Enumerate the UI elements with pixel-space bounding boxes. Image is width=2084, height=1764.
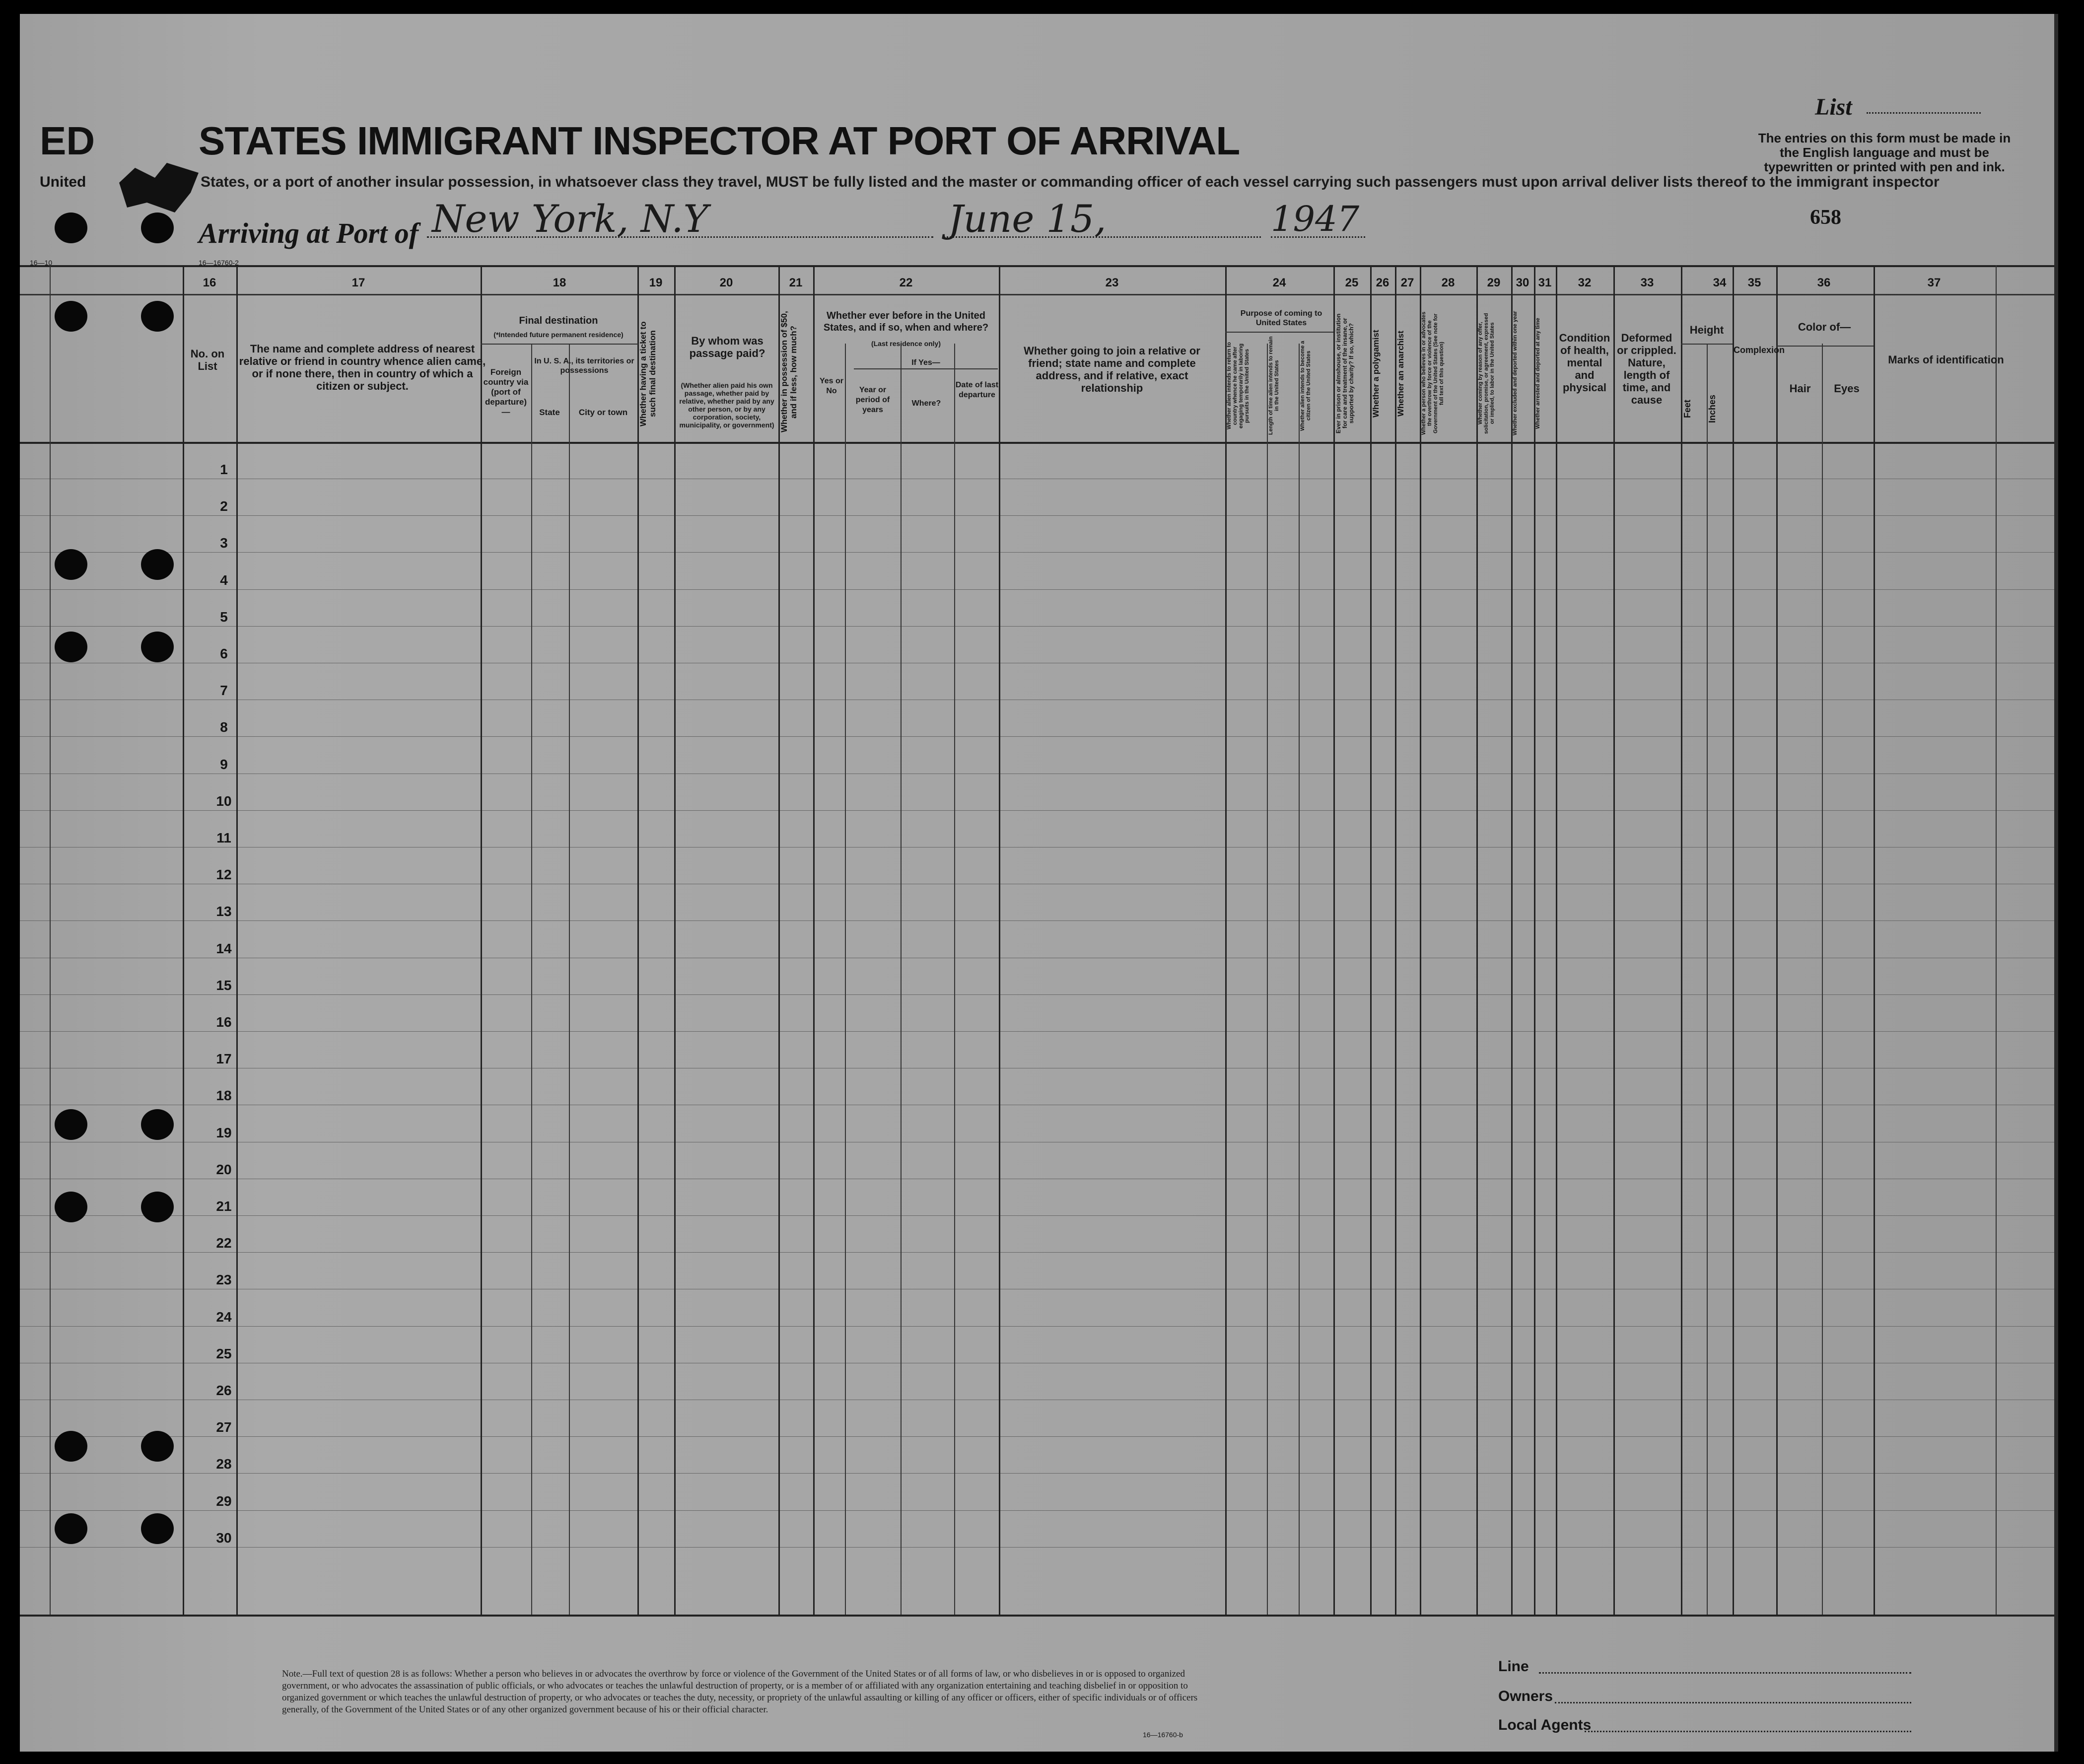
row-rule	[20, 810, 2054, 811]
header-c22-note: (Last residence only)	[871, 340, 941, 348]
header-c22-ifyes: If Yes—	[911, 358, 940, 367]
header-c22-where: Where?	[911, 399, 941, 408]
header-c28: Whether a person who believes in or advocates the overthrow by force or violence of the Government of the United States (See note for full text of this question)	[1421, 311, 1445, 435]
header-c18-title: Final destination	[519, 315, 598, 326]
row-number: 16	[216, 1014, 232, 1030]
column-rule	[1822, 344, 1823, 1615]
row-number: 11	[216, 830, 231, 846]
column-rule	[1556, 265, 1557, 1615]
column-rule	[531, 344, 532, 1615]
column-rule	[569, 344, 570, 1615]
header-c21: Whether in possession of $50, and if less, how much?	[779, 311, 798, 433]
punch-hole	[55, 301, 87, 332]
column-rule	[901, 344, 902, 1615]
column-rule	[1225, 265, 1227, 1615]
list-number: 658	[1810, 206, 1841, 229]
row-rule	[20, 920, 2054, 921]
row-number: 1	[220, 462, 228, 477]
header-c24-b: Length of time alien intends to remain in the United States	[1268, 336, 1280, 435]
row-number: 26	[216, 1383, 232, 1398]
c18-subrule	[481, 344, 638, 345]
column-rule	[1733, 265, 1734, 1615]
torn-paper-mark	[119, 163, 199, 212]
column-rule	[1707, 344, 1708, 1615]
header-c20-note: (Whether alien paid his own passage, whether paid by relative, whether paid by any other person, or by any corporation, society, municipality, or government)	[679, 381, 774, 429]
column-number: 19	[649, 276, 663, 289]
row-number: 18	[216, 1088, 232, 1103]
row-rule	[20, 1326, 2054, 1327]
header-c22-yesno: Yes or No	[819, 377, 844, 395]
column-number: 29	[1487, 276, 1501, 289]
column-rule	[1476, 265, 1478, 1615]
row-number: 30	[216, 1530, 232, 1546]
header-c22-year: Year or period of years	[855, 386, 890, 414]
row-rule	[20, 1510, 2054, 1511]
entries-note: The entries on this form must be made in the English language and must be typewritten or printed with pen and ink.	[1758, 131, 2011, 174]
row-number: 19	[216, 1125, 232, 1140]
column-number: 27	[1400, 276, 1414, 289]
header-c19: Whether having a ticket to such final destination	[638, 321, 657, 426]
row-number: 6	[220, 646, 228, 661]
punch-hole	[55, 1109, 87, 1140]
column-rule	[1681, 265, 1682, 1615]
row-number: 21	[216, 1199, 232, 1214]
c24-subrule	[1225, 332, 1333, 333]
column-number: 16	[203, 276, 216, 289]
row-number: 23	[216, 1272, 232, 1287]
row-number: 22	[216, 1235, 232, 1251]
row-rule	[20, 994, 2054, 995]
column-rule	[1874, 265, 1875, 1615]
punch-hole	[55, 1431, 87, 1462]
column-number: 32	[1578, 276, 1592, 289]
row-number: 8	[220, 719, 228, 735]
header-c35: Complexion	[1734, 345, 1785, 355]
header-c16: No. on List	[190, 348, 225, 372]
row-number: 29	[216, 1493, 232, 1509]
header-c27: Whether an anarchist	[1396, 331, 1405, 417]
column-number: 21	[789, 276, 803, 289]
column-number: 34	[1713, 276, 1727, 289]
header-c24-title: Purpose of coming to United States	[1240, 309, 1322, 327]
row-number: 13	[216, 904, 232, 919]
header-c33: Deformed or crippled. Nature, length of time, and cause	[1617, 332, 1676, 406]
row-number: 27	[216, 1419, 232, 1435]
column-rule	[1420, 265, 1421, 1615]
owners-signature-line	[1555, 1702, 1911, 1703]
row-number: 25	[216, 1346, 232, 1361]
header-c36-title: Color of—	[1798, 321, 1851, 333]
column-rule	[637, 265, 639, 1615]
row-number: 24	[216, 1309, 232, 1325]
column-rule	[1613, 265, 1615, 1615]
punch-hole	[55, 1192, 87, 1222]
column-rule	[1534, 265, 1535, 1615]
header-c18-note: (*Intended future permanent residence)	[493, 331, 624, 339]
row-rule	[20, 589, 2054, 590]
column-rule	[1333, 265, 1335, 1615]
row-rule	[20, 1031, 2054, 1032]
row-number: 10	[216, 793, 232, 809]
table-bottom-rule	[20, 1615, 2054, 1617]
punch-hole	[55, 632, 87, 662]
line-signature-line	[1539, 1672, 1911, 1674]
column-rule	[1395, 265, 1396, 1615]
header-c37: Marks of identification	[1888, 353, 2004, 366]
row-number: 2	[220, 498, 228, 514]
column-rule	[1370, 265, 1372, 1615]
column-number: 25	[1345, 276, 1359, 289]
row-rule	[20, 515, 2054, 516]
column-number: 36	[1817, 276, 1831, 289]
row-number: 7	[220, 683, 228, 698]
header-c31: Whether arrested and deported at any time	[1535, 318, 1541, 429]
footer-form-code: 16—16760-b	[1143, 1731, 1183, 1739]
header-c34-inches: Inches	[1707, 394, 1717, 423]
c22-subrule	[854, 368, 998, 369]
year-handwritten: 1947	[1271, 199, 1360, 239]
column-number: 37	[1927, 276, 1941, 289]
column-number: 30	[1516, 276, 1529, 289]
column-rule	[1299, 344, 1300, 1615]
header-c17: The name and complete address of nearest relative or friend in country whence alien came, or if none there, then in country of which a citizen or subject.	[239, 343, 486, 392]
c36-subrule	[1776, 346, 1874, 347]
header-c34-feet: Feet	[1682, 399, 1692, 418]
c34-subrule	[1681, 344, 1733, 345]
form-subtitle: States, or a port of another insular possession, in whatsoever class they travel, MUST be fully listed and the master or commanding officer of each vessel carrying such passengers must upon arrival deliver lists thereof to the immigrant inspector	[201, 174, 1940, 190]
header-c18-state: State	[539, 408, 560, 417]
header-c32: Condition of health, mental and physical	[1559, 332, 1610, 394]
header-c23: Whether going to join a relative or friend; state name and complete address, and if relative, exact relationship	[1024, 345, 1200, 394]
column-number: 26	[1376, 276, 1389, 289]
owners-label: Owners	[1498, 1688, 1553, 1704]
column-rule	[481, 265, 482, 1615]
header-c36-eyes: Eyes	[1834, 382, 1860, 395]
row-rule	[20, 1215, 2054, 1216]
column-number: 18	[553, 276, 566, 289]
row-rule	[20, 1547, 2054, 1548]
column-number: 23	[1105, 276, 1119, 289]
column-rule	[778, 265, 780, 1615]
list-line	[1867, 112, 1981, 114]
row-rule	[20, 1252, 2054, 1253]
row-rule	[20, 552, 2054, 553]
header-c29: Whether coming by reason of any offer, solicitation, promise, or agreement, expressed or implied, to labor in the United States	[1477, 313, 1495, 434]
column-number: 22	[899, 276, 913, 289]
header-c26: Whether a polygamist	[1371, 330, 1381, 418]
manifest-sheet	[20, 14, 2058, 1752]
title-fragment-left: ED	[40, 119, 95, 163]
row-rule	[20, 1473, 2054, 1474]
column-rule	[999, 265, 1000, 1615]
line-label: Line	[1498, 1658, 1529, 1675]
list-label: List	[1815, 94, 1852, 120]
column-rule	[1996, 265, 1997, 1615]
date-handwritten: June 15,	[948, 197, 1107, 241]
header-c30: Whether excluded and deported within one year	[1512, 311, 1518, 436]
header-c18-city: City or town	[578, 408, 628, 417]
column-number: 20	[719, 276, 733, 289]
punch-hole	[141, 301, 174, 332]
arriving-label: Arriving at Port of	[199, 217, 419, 249]
column-number: 28	[1441, 276, 1455, 289]
column-number: 17	[351, 276, 365, 289]
column-rule	[183, 265, 184, 1615]
header-c22-date: Date of last departure	[955, 381, 999, 399]
row-number: 14	[216, 941, 232, 956]
header-c24-c: Whether alien intends to become a citizen of the United States	[1300, 341, 1312, 431]
punch-hole	[141, 1431, 174, 1462]
punch-hole	[141, 1192, 174, 1222]
header-c24-a: Whether alien intends to return to country whence he came after engaging temporarily in laboring pursuits in the United States	[1226, 342, 1250, 430]
column-rule	[50, 265, 51, 1615]
header-c22-title: Whether ever before in the United States, and if so, when and where?	[823, 310, 989, 333]
column-rule	[813, 265, 815, 1615]
punch-hole	[141, 632, 174, 662]
form-code-left: 16—10	[30, 259, 53, 267]
header-c18-foreign: Foreign country via (port of departure)—	[483, 367, 529, 417]
column-rule	[1267, 344, 1268, 1615]
subtitle-fragment-left: United	[40, 174, 86, 190]
punch-hole	[141, 1109, 174, 1140]
row-number: 3	[220, 535, 228, 551]
header-c20-title: By whom was passage paid?	[689, 335, 765, 359]
form-code: 16—16760-2	[199, 259, 239, 267]
header-bottom-rule	[20, 442, 2054, 444]
question-28-note: Note.—Full text of question 28 is as follows: Whether a person who believes in or advocates the overthrow by force or violence of the Government of the United States or of all forms of law, or who disbelieves in or is opposed to organized government, or who advocates the assassination of public officials, or who advocates or teaches the unlawful destruction of property, or is a member of or affiliated with any organization entertaining and teaching disbelief in or opposition to organized government or which teaches the unlawful destruction of property, or who advocates or teaches the duty, necessity, or propriety of the unlawful assaulting or killing of any officer or officers, either of specific individuals or of officers generally, of the Government of the United States or of any other organized government because of his or their official character.	[282, 1669, 1198, 1715]
column-rule	[674, 265, 676, 1615]
punch-hole	[55, 549, 87, 580]
row-rule	[20, 626, 2054, 627]
punch-hole	[141, 212, 174, 243]
row-number: 9	[220, 757, 228, 772]
column-number: 24	[1272, 276, 1286, 289]
column-rule	[954, 344, 955, 1615]
header-c34-title: Height	[1689, 324, 1724, 336]
row-number: 28	[216, 1456, 232, 1472]
row-number: 12	[216, 867, 232, 882]
punch-hole	[141, 549, 174, 580]
port-handwritten: New York, N.Y	[432, 197, 708, 241]
column-number: 31	[1538, 276, 1552, 289]
column-rule	[1776, 265, 1778, 1615]
row-number: 17	[216, 1051, 232, 1066]
column-rule	[845, 344, 846, 1615]
row-rule	[20, 1436, 2054, 1437]
row-number: 5	[220, 609, 228, 625]
header-c36-hair: Hair	[1789, 382, 1811, 395]
punch-hole	[55, 1513, 87, 1544]
punch-hole	[141, 1513, 174, 1544]
column-number: 35	[1747, 276, 1761, 289]
column-rule	[1511, 265, 1513, 1615]
column-number-rule	[20, 294, 2054, 295]
row-number: 4	[220, 572, 228, 588]
form-title: STATES IMMIGRANT INSPECTOR AT PORT OF ARRIVAL	[199, 119, 1240, 163]
column-number: 33	[1640, 276, 1654, 289]
header-c25: Ever in prison or almshouse, or institution for care and treatment of the insane, or supported by charity? If so, which?	[1335, 313, 1355, 433]
punch-hole	[55, 212, 87, 243]
row-number: 20	[216, 1162, 232, 1177]
row-rule	[20, 736, 2054, 737]
agents-signature-line	[1585, 1731, 1911, 1732]
header-c18-usa: In U. S. A., its territories or possessions	[534, 357, 634, 375]
table-top-rule	[20, 265, 2054, 267]
local-agents-label: Local Agents	[1498, 1717, 1592, 1733]
row-number: 15	[216, 978, 232, 993]
